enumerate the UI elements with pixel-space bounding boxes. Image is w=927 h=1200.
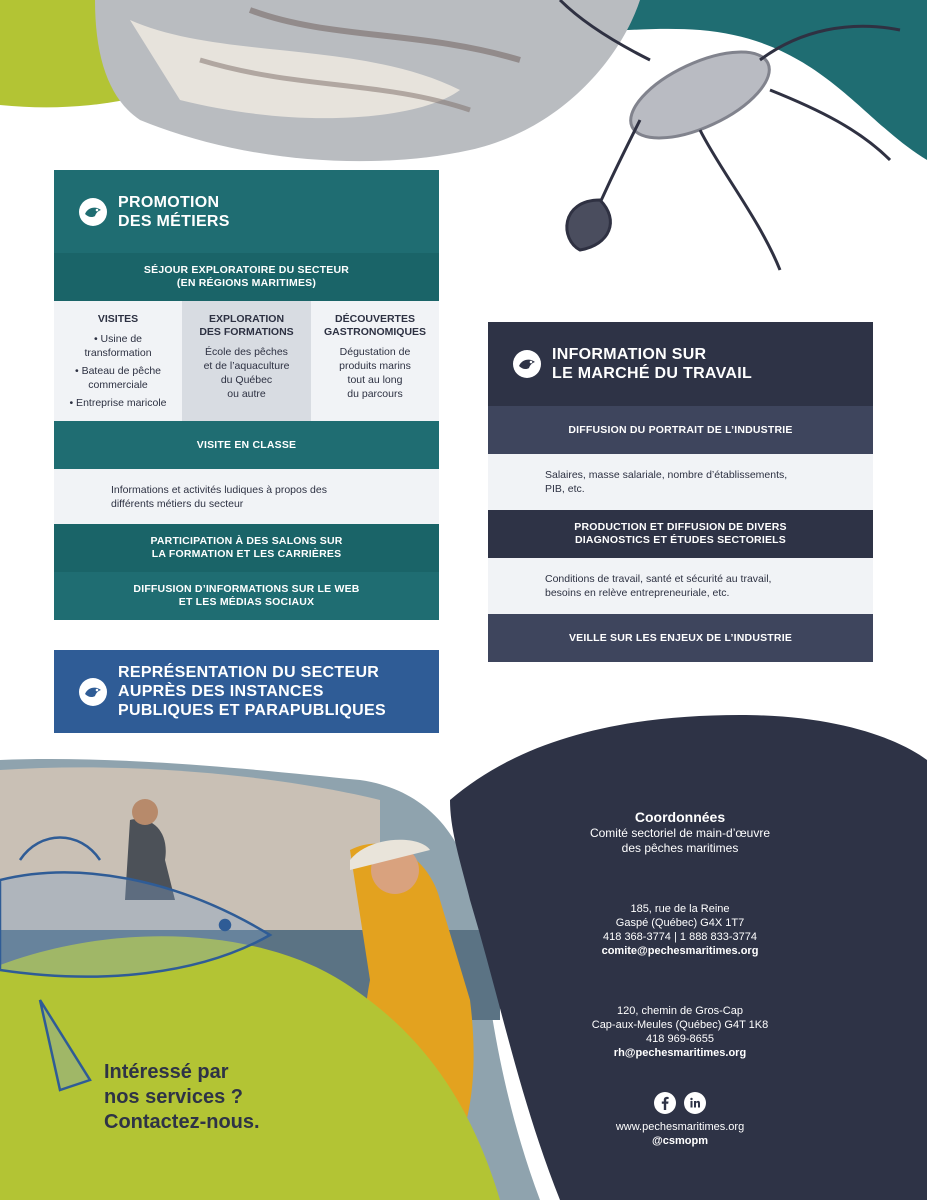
- representation-panel: [54, 650, 439, 733]
- visite-classe-band: VISITE EN CLASSE: [54, 421, 439, 469]
- marche-panel: [488, 322, 873, 662]
- salons-band: PARTICIPATION À DES SALONS SUR LA FORMATION ET LES CARRIÈRES: [54, 524, 439, 572]
- marche-title-line2: LE MARCHÉ DU TRAVAIL: [552, 365, 753, 382]
- cta-text: Intéressé par nos services ? Contactez-nous.: [104, 1061, 260, 1133]
- office1-email[interactable]: comite@pechesmaritimes.org: [601, 945, 759, 957]
- fish-logo-icon: [512, 349, 542, 379]
- sejour-band: SÉJOUR EXPLORATOIRE DU SECTEUR (EN RÉGIONS MARITIMES): [54, 253, 439, 301]
- web-band: DIFFUSION D’INFORMATIONS SUR LE WEB ET LES MÉDIAS SOCIAUX: [54, 572, 439, 620]
- promotion-title-line2: DES MÉTIERS: [118, 212, 230, 230]
- column-exploration: [182, 301, 311, 421]
- column-heading: VISITES: [97, 313, 139, 325]
- contact-heading: Coordonnées: [634, 809, 726, 825]
- sejour-columns: [54, 301, 439, 421]
- column-heading: DÉCOUVERTES GASTRONOMIQUES: [323, 313, 427, 338]
- linkedin-icon[interactable]: [684, 1092, 706, 1114]
- fish-logo-icon: [78, 677, 108, 707]
- website-link[interactable]: www.pechesmaritimes.org: [615, 1121, 745, 1133]
- column-item: • Entreprise maricole: [69, 397, 167, 409]
- fish-logo-icon: [78, 197, 108, 227]
- column-decouvertes: [311, 301, 439, 421]
- social-icons: [560, 1092, 800, 1114]
- promotion-header: [54, 170, 439, 253]
- office1-address: 185, rue de la Reine Gaspé (Québec) G4X 1T7 418 368-3774 | 1 888 833-3774: [603, 903, 757, 943]
- column-item: • Bateau de pêche commerciale: [75, 365, 161, 391]
- promotion-panel: [54, 170, 439, 620]
- social-handle: @csmopm: [652, 1135, 708, 1147]
- portrait-desc: Salaires, masse salariale, nombre d’établissements, PIB, etc.: [488, 454, 873, 510]
- column-item: • Usine de transformation: [84, 333, 152, 359]
- diagnostics-desc: Conditions de travail, santé et sécurité au travail, besoins en relève entrepreneuriale, etc.: [488, 558, 873, 614]
- office2-email[interactable]: rh@pechesmaritimes.org: [613, 1047, 747, 1059]
- contact-block: [560, 808, 800, 1148]
- column-heading: EXPLORATION DES FORMATIONS: [199, 313, 294, 338]
- column-visites: [54, 301, 182, 421]
- visite-classe-desc: Informations et activités ludiques à propos des différents métiers du secteur: [54, 469, 439, 524]
- column-item: Dégustation de produits marins tout au long du parcours: [339, 346, 411, 400]
- marche-title-line1: INFORMATION SUR: [552, 346, 707, 363]
- facebook-icon[interactable]: [654, 1092, 676, 1114]
- column-item: École des pêches et de l’aquaculture du Québec ou autre: [203, 346, 290, 400]
- contact-org: Comité sectoriel de main-d’œuvre des pêches maritimes: [589, 826, 771, 855]
- marche-header: [488, 322, 873, 406]
- promotion-title-line1: PROMOTION: [118, 193, 220, 211]
- office2-address: 120, chemin de Gros-Cap Cap-aux-Meules (Québec) G4T 1K8 418 969-8655: [591, 1005, 769, 1045]
- representation-title: REPRÉSENTATION DU SECTEUR AUPRÈS DES INSTANCES PUBLIQUES ET PARAPUBLIQUES: [118, 664, 386, 719]
- veille-band: VEILLE SUR LES ENJEUX DE L’INDUSTRIE: [488, 614, 873, 662]
- portrait-band: DIFFUSION DU PORTRAIT DE L’INDUSTRIE: [488, 406, 873, 454]
- diagnostics-band: PRODUCTION ET DIFFUSION DE DIVERS DIAGNOSTICS ET ÉTUDES SECTORIELS: [488, 510, 873, 558]
